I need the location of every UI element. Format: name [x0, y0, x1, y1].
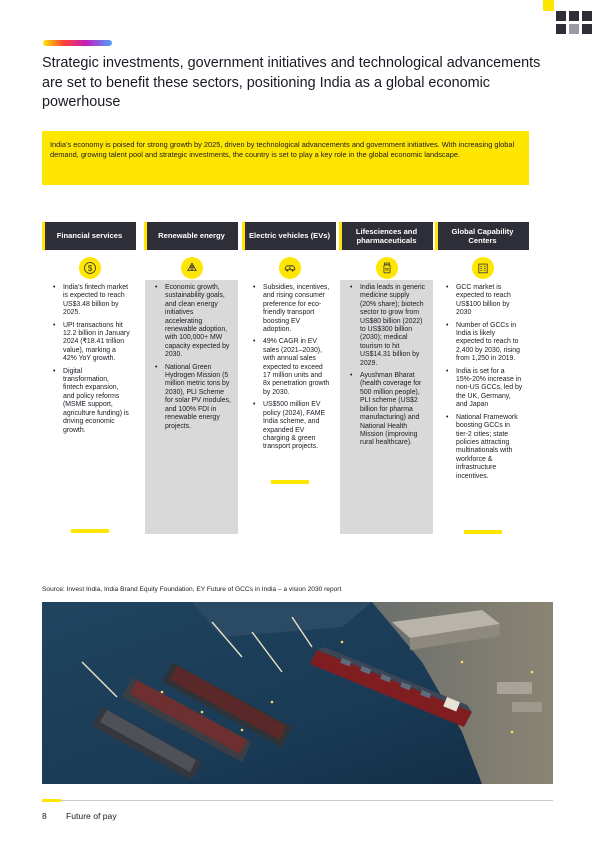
sector-point: • 49% CAGR in EV sales (2021–2030), with annual sales expected to exceed 17 million units and 8x penetration growth by 2030.: [251, 338, 330, 397]
sector-column-renewable-energy: [145, 222, 238, 430]
sector-title: Lifesciences and pharmaceuticals: [340, 222, 433, 250]
office-building-icon: [472, 257, 494, 279]
sector-point: • GCC market is expected to reach US$100 billion by 2030: [444, 284, 523, 318]
sector-point: • Ayushman Bharat (health coverage for 500 million people), PLI scheme (US$2 billion for pharma manufacturing) and National Health Mission (improving rural healthcare).: [348, 372, 427, 448]
sector-body: [43, 280, 136, 439]
sector-title: Financial services: [43, 222, 136, 250]
sector-column-lifesciences: [340, 222, 433, 447]
svg-text:$: $: [87, 263, 92, 273]
sector-point: • Subsidies, incentives, and rising consumer preference for eco-friendly transport boosting EV adoption.: [251, 284, 330, 334]
sector-point: • UPI transactions hit 12.2 billion in January 2024 (₹18.41 trillion value), marking a 42% YoY growth.: [51, 322, 130, 364]
gradient-accent-bar: [43, 40, 112, 46]
footer-title: Future of pay: [66, 811, 117, 821]
sector-column-financial-services: [43, 222, 136, 434]
sector-column-global-capability-centers: [436, 222, 529, 480]
intro-callout: India’s economy is poised for strong growth by 2025, driven by technological advancements and government initiatives. With increasing global demand, growing talent pool and strategic investments, the country is set to play a key role in the global economic landscape.: [42, 131, 529, 185]
sector-underline: [71, 529, 109, 533]
sector-point: • India is set for a 15%-20% increase in non-US GCCs, led by the UK, Germany, and Japan: [444, 368, 523, 410]
sector-point: • India’s fintech market is expected to reach US$3.48 billion by 2025.: [51, 284, 130, 318]
shipyard-photo: [42, 602, 553, 784]
sector-body: [145, 280, 238, 534]
dollar-icon: [79, 257, 101, 279]
sector-underline: [271, 480, 309, 484]
sector-point: • Economic growth, sustainability goals, and clean energy initiatives accelerating renewable adoption, with 100,000+ MW capacity expected by 2030.: [153, 284, 232, 360]
sector-point: • National Framework boosting GCCs in tier-2 cities; state policies attracting multinationals with workforce & infrastructure incentives.: [444, 414, 523, 481]
sector-column-electric-vehicles: [243, 222, 336, 451]
sector-title: Global Capability Centers: [436, 222, 529, 250]
sector-point: • National Green Hydrogen Mission (5 million metric tons by 2030), PLI Scheme for solar PV modules, and 100% FDI in renewable energy projects.: [153, 364, 232, 431]
medicine-bottle-icon: [376, 257, 398, 279]
sector-point: • Digital transformation, fintech expansion, and policy reforms (MSME support, agriculture funding) is driving economic growth.: [51, 368, 130, 435]
sector-point: • US$500 million EV policy (2024), FAME India scheme, and expanded EV charging & green transport projects.: [251, 401, 330, 451]
page-headline: Strategic investments, government initiatives and technological advancements are set to benefit these sectors, positioning India as a global economic powerhouse: [42, 55, 541, 110]
brand-logo-icon: [556, 11, 595, 34]
sector-point: • India leads in generic medicine supply (20% share); biotech sector to grow from US$80 billion (2022) to US$300 billion (2030); medical tourism to hit US$14.31 billion by 2029.: [348, 284, 427, 368]
brand-corner-tab: [543, 0, 554, 11]
sector-underline: [464, 530, 502, 534]
sector-title: Electric vehicles (EVs): [243, 222, 336, 250]
sector-body: [243, 280, 336, 456]
page-number: 8: [42, 811, 47, 821]
footer-accent-bar: [42, 799, 61, 802]
source-note: Source: Invest India, India Brand Equity Foundation, EY Future of GCCs in India – a vision 2030 report: [42, 586, 342, 593]
electric-car-icon: [279, 257, 301, 279]
footer-divider: [42, 800, 553, 801]
sector-point: • Number of GCCs in India is likely expected to reach to 2,400 by 2030, rising from 1,250 in 2019.: [444, 322, 523, 364]
sector-body: [340, 280, 433, 534]
recycle-icon: [181, 257, 203, 279]
sector-title: Renewable energy: [145, 222, 238, 250]
sector-body: [436, 280, 529, 485]
